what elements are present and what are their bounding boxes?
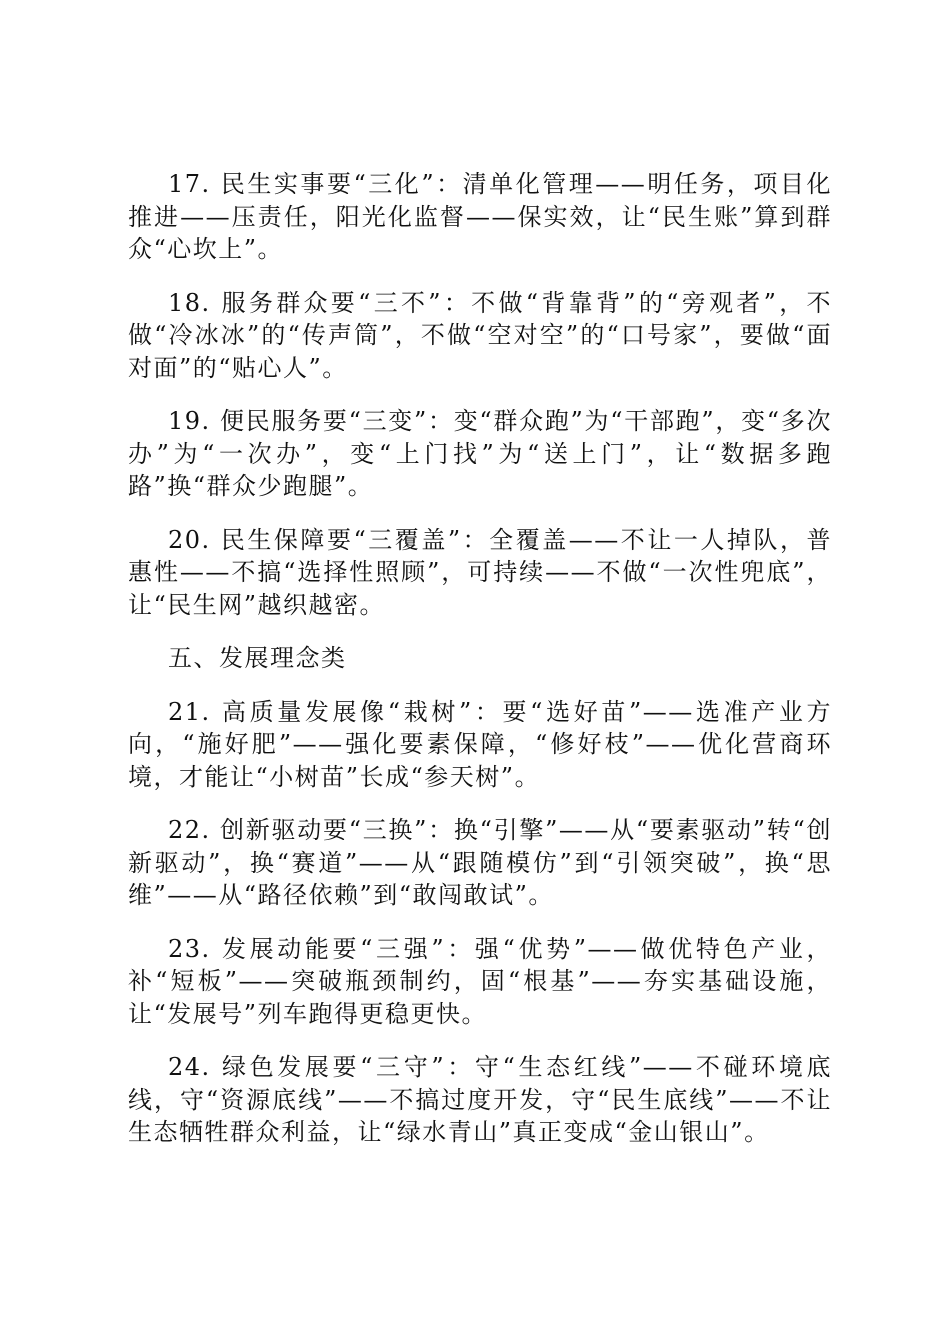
paragraph-20: 20. 民生保障要“三覆盖”：全覆盖——不让一人掉队，普惠性——不搞“选择性照顾”，可持续——不做“一次性兜底”，让“民生网”越织越密。 [128, 525, 832, 619]
document-page [128, 168, 832, 1170]
paragraph-24: 24. 绿色发展要“三守”：守“生态红线”——不碰环境底线，守“资源底线”——不搞过度开发，守“民生底线”——不让生态牺牲群众利益，让“绿水青山”真正变成“金山银山”。 [128, 1053, 832, 1146]
paragraph-19: 19. 便民服务要“三变”：变“群众跑”为“干部跑”，变“多次办”为“一次办”，变“上门找”为“送上门”，让“数据多跑路”换“群众少跑腿”。 [128, 407, 832, 500]
paragraph-17: 17. 民生实事要“三化”：清单化管理——明任务，项目化推进——压责任，阳光化监督——保实效，让“民生账”算到群众“心坎上”。 [128, 170, 832, 263]
section-heading: 五、发展理念类 [168, 644, 347, 672]
paragraph-23: 23. 发展动能要“三强”：强“优势”——做优特色产业，补“短板”——突破瓶颈制约，固“根基”——夯实基础设施，让“发展号”列车跑得更稳更快。 [128, 934, 832, 1028]
paragraph-18: 18. 服务群众要“三不”：不做“背靠背”的“旁观者”，不做“冷冰冰”的“传声筒”，不做“空对空”的“口号家”，要做“面对面”的“贴心人”。 [128, 288, 832, 382]
paragraph-21: 21. 高质量发展像“栽树”：要“选好苗”——选准产业方向，“施好肥”——强化要素保障，“修好枝”——优化营商环境，才能让“小树苗”长成“参天树”。 [128, 697, 832, 791]
paragraph-22: 22. 创新驱动要“三换”：换“引擎”——从“要素驱动”转“创新驱动”，换“赛道”——从“跟随模仿”到“引领突破”，换“思维”——从“路径依赖”到“敢闯敢试”。 [128, 816, 832, 909]
